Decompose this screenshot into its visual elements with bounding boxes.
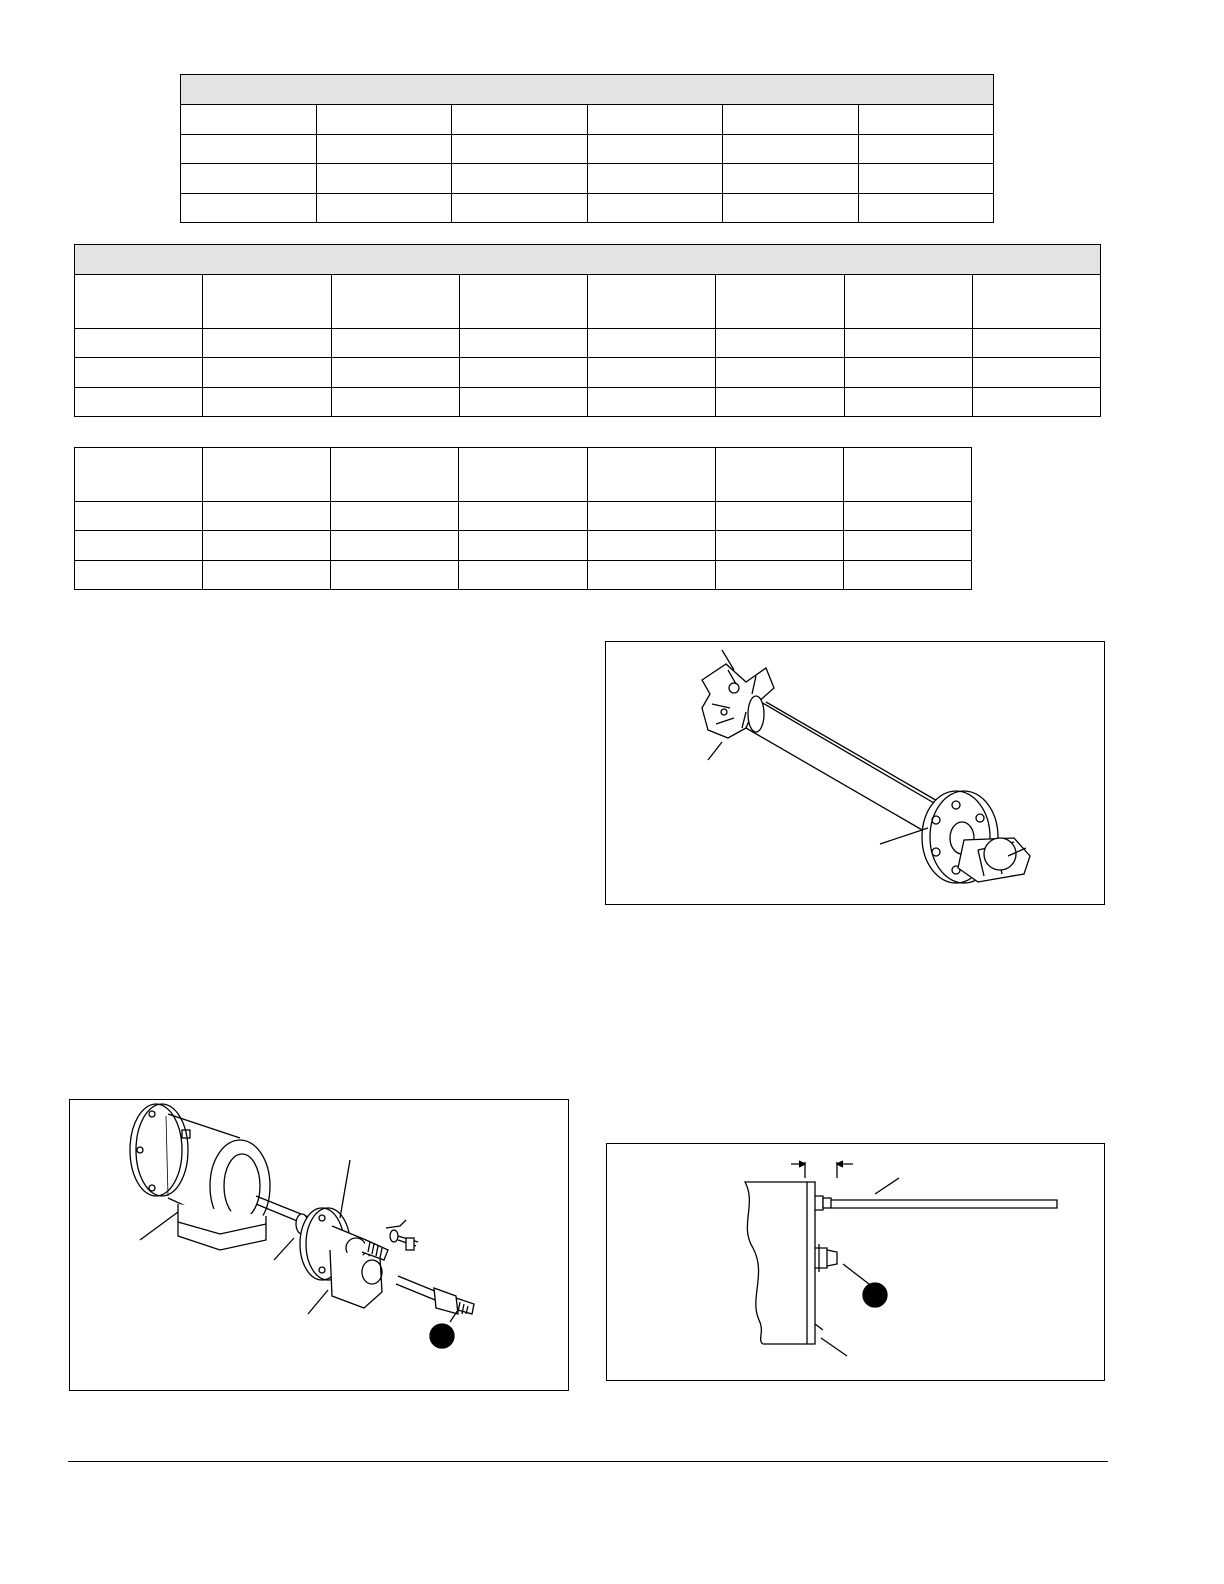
table-1 bbox=[180, 74, 994, 223]
table-2-header bbox=[75, 245, 1101, 275]
figure-nozzle-gauge-detail bbox=[606, 1143, 1105, 1381]
figure-burner-exploded-view bbox=[69, 1099, 569, 1391]
table-2 bbox=[74, 244, 1101, 417]
figure-blast-tube-assembly bbox=[605, 641, 1105, 905]
table-1-header bbox=[181, 75, 994, 105]
nozzle-gauge-drawing bbox=[607, 1144, 1106, 1382]
blast-tube-drawing bbox=[606, 642, 1106, 906]
table-3 bbox=[74, 447, 972, 590]
burner-exploded-drawing bbox=[70, 1100, 570, 1392]
footer-rule bbox=[68, 1461, 1108, 1462]
